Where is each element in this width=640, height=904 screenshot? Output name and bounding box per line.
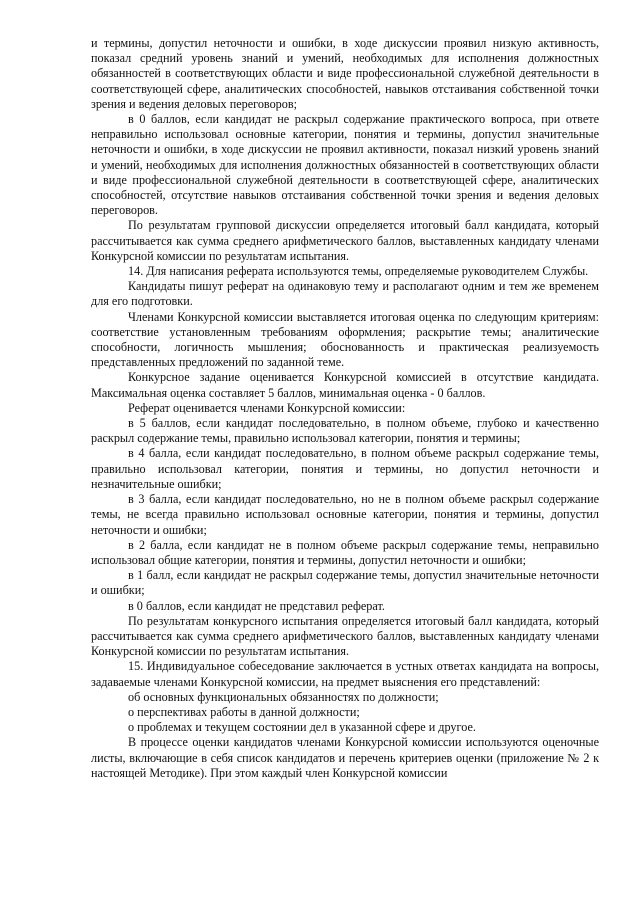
list-item-prospects: о перспективах работы в данной должности; [128, 704, 360, 719]
paragraph-same-topic: Кандидаты пишут реферат на одинаковую тему и располагают одним и тем же временем для его подготовки. [91, 279, 599, 309]
list-item-problems: о проблемах и текущем состоянии дел в указанной сфере и другое. [128, 720, 476, 735]
list-item-duties: об основных функциональных обязанностях по должности; [128, 689, 439, 704]
paragraph-evaluation-sheets: В процессе оценки кандидатов членами Конкурсной комиссии используются оценочные листы, включающие в себя список кандидатов и перечень критериев оценки (приложение № 2 к настоящей Методике). При этом каждый член Конкурсной комиссии [91, 735, 599, 780]
paragraph-item-14: 14. Для написания реферата используются темы, определяемые руководителем Службы. [128, 264, 589, 279]
paragraph-essay-5-points: в 5 баллов, если кандидат последовательно, в полном объеме, глубоко и качественно раскрыл содержание темы, правильно использовал категории, понятия и термины; [91, 416, 599, 446]
paragraph-essay-4-points: в 4 балла, если кандидат последовательно, в полном объеме раскрыл содержание темы, правильно использовал категории, понятия и термины, но допустил неточности и незначительные ошибки; [91, 446, 599, 491]
paragraph-criteria: Членами Конкурсной комиссии выставляется итоговая оценка по следующим критериям: соответствие установленным требованиям оформления; раскрытие темы; аналитические способности, логичность мышления; обоснованность и практическая реализуемость представленных предложений по заданной теме. [91, 309, 599, 370]
paragraph-competition-result: По результатам конкурсного испытания определяется итоговый балл кандидата, который рассчитывается как сумма среднего арифметического баллов, выставленных кандидату членами Конкурсной комиссии по результатам испытания. [91, 613, 599, 659]
paragraph-essay-3-points: в 3 балла, если кандидат последовательно, но не в полном объеме раскрыл содержание темы, не всегда правильно использовал основные категории, понятия и термины, допустил неточности и ошибки; [91, 492, 599, 537]
paragraph-essay-evaluated: Реферат оценивается членами Конкурсной комиссии: [128, 400, 406, 415]
paragraph-evaluation-absence: Конкурсное задание оценивается Конкурсной комиссией в отсутствие кандидата. Максимальная оценка составляет 5 баллов, минимальная оценка - 0 баллов. [91, 370, 599, 400]
paragraph-scoring-1-point-end: и термины, допустил неточности и ошибки, в ходе дискуссии проявил низкую активность, показал средний уровень знаний и умений, необходимых для исполнения должностных обязанностей в соответствующих области и виде профессиональной служебной деятельности в соответствующей сфере, аналитических способностей, навыков отстаивания собственной точки зрения и ведения деловых переговоров; [91, 36, 599, 111]
document-page [91, 36, 599, 781]
paragraph-group-discussion-result: По результатам групповой дискуссии определяется итоговый балл кандидата, который рассчитывается как сумма среднего арифметического баллов, выставленных кандидату членами Конкурсной комиссии по результатам испытания. [91, 218, 599, 263]
paragraph-item-15: 15. Индивидуальное собеседование заключается в устных ответах кандидата на вопросы, задаваемые членами Конкурсной комиссии, на предмет выяснения его представлений: [91, 659, 599, 689]
paragraph-essay-0-points: в 0 баллов, если кандидат не представил реферат. [128, 598, 385, 613]
paragraph-essay-1-point: в 1 балл, если кандидат не раскрыл содержание темы, допустил значительные неточности и ошибки; [91, 568, 599, 598]
paragraph-essay-2-points: в 2 балла, если кандидат не в полном объеме раскрыл содержание темы, неправильно использовал общие категории, понятия и термины, допустил неточности и ошибки; [91, 537, 599, 567]
paragraph-scoring-0-points: в 0 баллов, если кандидат не раскрыл содержание практического вопроса, при ответе неправильно использовал основные категории, понятия и термины, допустил значительные неточности и ошибки, в ходе дискуссии не проявил активности, показал низкий уровень знаний и умений, необходимых для исполнения должностных обязанностей в соответствующих области и виде профессиональной служебной деятельности в соответствующей сфере, аналитических способностей, отсутствие навыков отстаивания собственной точки зрения и ведения деловых переговоров. [91, 112, 599, 218]
